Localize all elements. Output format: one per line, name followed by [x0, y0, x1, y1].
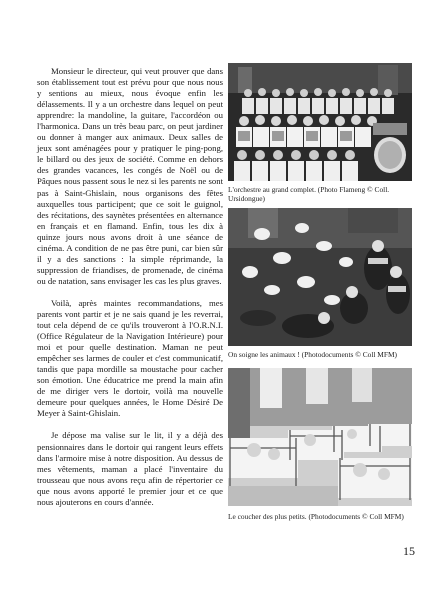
page-number: 15 [403, 544, 415, 558]
caption-orchestra: L'orchestre au grand complet. (Photo Flameng © Coll. Ursidongue) [228, 185, 390, 204]
paragraph-directeur: Monsieur le directeur, qui veut prouver que dans son établissement tout est prévu pour que nous nous y sentions au mieux, nous évoque enfin les délassements. Il y a un orchestre dans lequel on peut apprendre: la mandoline, la guitare, l'accordéon ou l'harmonica. Dans un très beau parc, on peut jardiner ou donner à manger aux animaux. Deux salles de jeux sont aménagées pour y pratiquer le ping-pong, le billard ou des jeux de société. Comme en dehors des grandes vacances, les congés de Noël ou de Pâques nous passent sous le nez si les parents ne sont pas à Saint-Ghislain, nous organisons des fêtes auxquelles tous participent; que ce soit le guignol, des récitations, des saynètes présentées en alternance en français et en flamand. Enfin, tous les dix à quinze jours nous avons droit à une séance de cinéma. A condition de ne pas être puni, car bien sûr il y a des sanctions : la simple réprimande, la suppression de friandises, de promenade, de cinéma ou de natation, sans envisager les cas les plus graves. [37, 66, 223, 286]
body-text-column [37, 66, 223, 508]
caption-animals: On soigne les animaux ! (Photodocuments © Coll MFM) [228, 350, 398, 359]
paragraph-dortoir: Je dépose ma valise sur le lit, il y a déjà des pensionnaires dans le dortoir qui rangent leurs effets dans l'armoire mise à notre disposition. Au dessus de mes vêtements, maman a placé l'inventaire du trousseau que nous avons reçu afin de répertorier ce que nous avons apporté le premier jour et ce que nous ajouterons en cours d'année. [37, 430, 223, 507]
photo-orchestra [228, 63, 412, 181]
photo-dormitory [228, 368, 412, 506]
photo-animals [228, 208, 412, 346]
paragraph-depart-parents: Voilà, après maintes recommandations, mes parents vont partir et je ne sais quand je les reverrai, tout cela dépend de ce qu'ils trouveront à l'O.R.N.I. (Office Régulateur de la Navigation Intérieure) pour moi et pour quelle destination. Maman ne peut empêcher ses larmes de couler et c'est communicatif, tandis que papa mordille sa moustache pour cacher son émotion. Une éducatrice me prend la main afin de me diriger vers le dortoir, voilà ma nouvelle demeure pour quelques années, le Home Désiré De Meyer à Saint-Ghislain. [37, 297, 223, 419]
caption-dormitory: Le coucher des plus petits. (Photodocuments © Coll MFM) [228, 512, 404, 521]
